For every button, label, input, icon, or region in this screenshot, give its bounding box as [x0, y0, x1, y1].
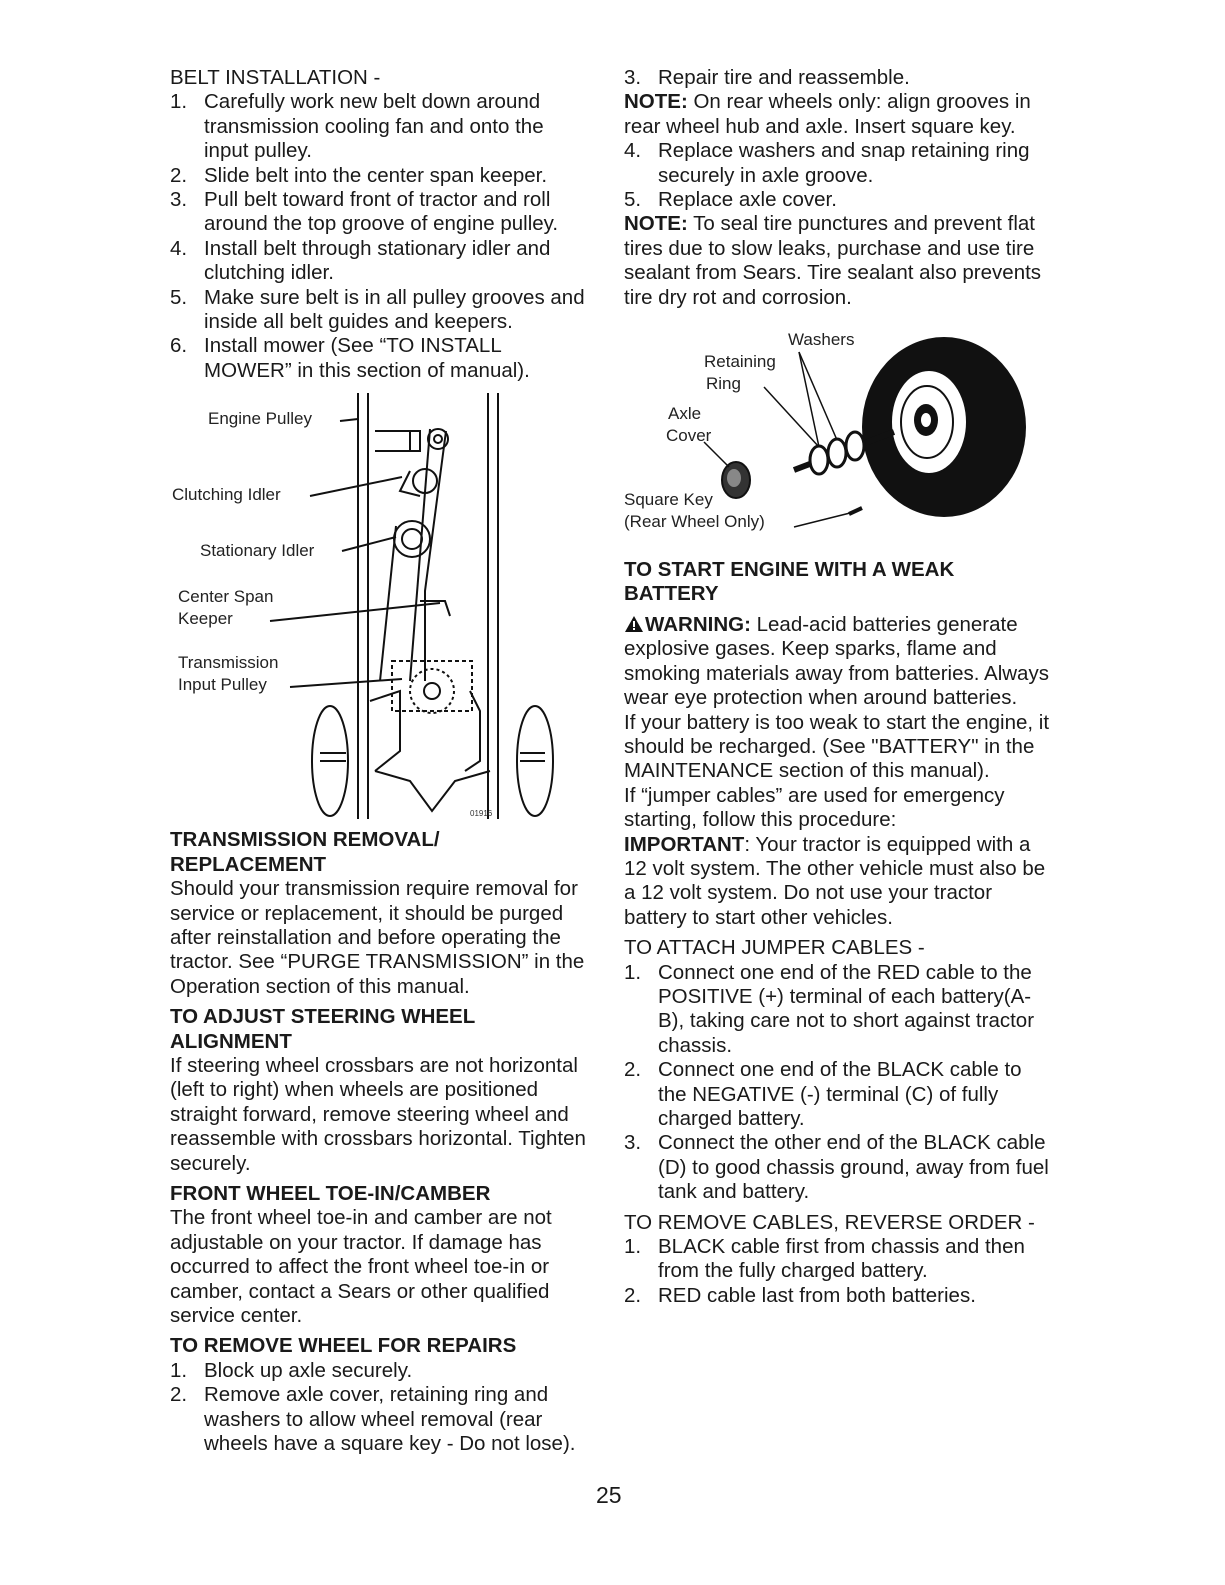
- label-square-key: Square Key: [624, 490, 713, 510]
- belt-routing-diagram: [170, 391, 590, 826]
- list-item: [624, 1131, 1054, 1204]
- belt-steps-list: [170, 90, 590, 383]
- step-text: Remove axle cover, retaining ring and washers to allow wheel removal (rear wheels have a square key - Do not lose).: [204, 1383, 576, 1456]
- left-column: [170, 66, 590, 1456]
- step-number: 2.: [170, 1383, 188, 1407]
- attach-cables-heading: TO ATTACH JUMPER CABLES -: [624, 936, 925, 960]
- list-item: [170, 1359, 590, 1383]
- warning-paragraph: [624, 613, 1054, 711]
- jumper-cables-text: If “jumper cables” are used for emergency starting, follow this procedure:: [624, 783, 1005, 832]
- step-text: Install belt through stationary idler and clutching idler.: [204, 236, 551, 285]
- step-text: Replace axle cover.: [658, 188, 837, 212]
- step-text: Slide belt into the center span keeper.: [204, 163, 548, 187]
- belt-diagram-drawing: [170, 391, 590, 826]
- label-engine-pulley: Engine Pulley: [208, 409, 312, 429]
- label-washers: Washers: [788, 330, 855, 350]
- important-label: IMPORTANT: [624, 832, 745, 856]
- list-item: [170, 1383, 590, 1456]
- label-retaining: Retaining: [704, 352, 776, 372]
- wheel-assembly-diagram: [624, 332, 1054, 552]
- transmission-heading: TRANSMISSION REMOVAL/ REPLACEMENT: [170, 828, 440, 876]
- note-text: To seal tire punctures and prevent flat tires due to slow leaks, purchase and use tire sealant from Sears. Tire sealant also prevents tire dry rot and corrosion.: [624, 212, 1042, 309]
- note-rear-wheels: [624, 90, 1054, 139]
- note-text: On rear wheels only: align grooves in rear wheel hub and axle. Insert square key.: [624, 90, 1031, 138]
- step-number: 5.: [624, 188, 642, 212]
- step-number: 3.: [624, 66, 642, 89]
- figure-code: 01916: [470, 809, 493, 819]
- step-number: 2.: [624, 1058, 642, 1082]
- warning-icon: [624, 615, 644, 633]
- right-column: [624, 66, 1054, 1308]
- step-number: 3.: [624, 1131, 642, 1155]
- list-item: [624, 188, 1054, 212]
- steering-heading: TO ADJUST STEERING WHEEL ALIGNMENT: [170, 1005, 475, 1053]
- step-number: 1.: [624, 1235, 642, 1259]
- page-number: 25: [596, 1482, 622, 1508]
- list-item: [170, 334, 590, 383]
- step-number: 3.: [170, 188, 188, 212]
- label-center-span: Center Span: [178, 587, 274, 607]
- list-item: [170, 286, 590, 335]
- weak-battery-heading: TO START ENGINE WITH A WEAK BATTERY: [624, 558, 955, 606]
- step-text: Block up axle securely.: [204, 1358, 413, 1382]
- list-item: [170, 90, 590, 163]
- note-label: NOTE:: [624, 90, 688, 114]
- step-number: 1.: [170, 1358, 188, 1382]
- important-text: : Your tractor is equipped with a 12 volt system. The other vehicle must also be a 12 volt system. Do not use your tractor battery to start other vehicles.: [624, 832, 1046, 929]
- step-text: Install mower (See “TO INSTALL MOWER” in this section of manual).: [204, 334, 530, 382]
- list-item: [624, 139, 1054, 188]
- step-number: 2.: [624, 1283, 642, 1307]
- label-stationary-idler: Stationary Idler: [200, 541, 315, 561]
- step-text: Carefully work new belt down around transmission cooling fan and onto the input pulley.: [204, 90, 544, 163]
- label-clutching-idler: Clutching Idler: [172, 485, 281, 505]
- label-ring: Ring: [706, 374, 741, 394]
- step-text: RED cable last from both batteries.: [658, 1283, 976, 1307]
- remove-cables-heading: TO REMOVE CABLES, REVERSE ORDER -: [624, 1210, 1035, 1234]
- step-text: Connect the other end of the BLACK cable (D) to good chassis ground, away from fuel tank and battery.: [658, 1131, 1049, 1204]
- remove-steps: [624, 1235, 1054, 1308]
- note-label: NOTE:: [624, 212, 688, 236]
- label-cover: Cover: [666, 426, 712, 446]
- step-text: Replace washers and snap retaining ring securely in axle groove.: [658, 139, 1030, 187]
- label-input-pulley: Input Pulley: [178, 675, 267, 695]
- remove-wheel-heading: TO REMOVE WHEEL FOR REPAIRS: [170, 1334, 517, 1358]
- list-item: [624, 1058, 1054, 1131]
- list-item: [624, 66, 1054, 90]
- step-number: 5.: [170, 285, 188, 309]
- warning-text: Lead-acid batteries generate explosive gases. Keep sparks, flame and smoking materials away from batteries. Always wear eye protection when around batteries.: [624, 612, 1049, 710]
- label-rear-wheel-only: (Rear Wheel Only): [624, 512, 765, 532]
- list-item: [624, 961, 1054, 1059]
- step-text: Repair tire and reassemble.: [658, 66, 910, 89]
- toe-in-text: The front wheel toe-in and camber are not adjustable on your tractor. If damage has occurred to affect the front wheel toe-in or camber, contact a Sears or other qualified service center.: [170, 1206, 552, 1327]
- important-paragraph: [624, 833, 1054, 931]
- remove-wheel-steps: [170, 1359, 590, 1457]
- list-item: [170, 164, 590, 188]
- label-keeper: Keeper: [178, 609, 233, 629]
- label-axle: Axle: [668, 404, 702, 424]
- step-text: Pull belt toward front of tractor and roll around the top groove of engine pulley.: [204, 188, 559, 236]
- list-item: [624, 1235, 1054, 1284]
- belt-installation-heading: BELT INSTALLATION -: [170, 66, 381, 89]
- attach-steps: [624, 961, 1054, 1205]
- transmission-text: Should your transmission require removal for service or replacement, it should be purged after reinstallation and before operating the tractor. See “PURGE TRANSMISSION” in the Operation section of this manual.: [170, 877, 585, 998]
- list-item: [624, 1284, 1054, 1308]
- step-number: 1.: [170, 90, 188, 114]
- step-number: 6.: [170, 334, 188, 358]
- steering-text: If steering wheel crossbars are not horizontal (left to right) when wheels are positioned straight forward, remove steering wheel and reassemble with crossbars horizontal. Tighten securely.: [170, 1053, 586, 1175]
- list-item: [170, 188, 590, 237]
- list-item: [170, 237, 590, 286]
- weak-battery-text: If your battery is too weak to start the engine, it should be recharged. (See "BATTERY" in the MAINTENANCE section of this manual).: [624, 710, 1050, 783]
- step-text: BLACK cable first from chassis and then from the fully charged battery.: [658, 1235, 1025, 1283]
- note-tire-sealant: [624, 212, 1054, 310]
- step-text: Make sure belt is in all pulley grooves and inside all belt guides and keepers.: [204, 285, 585, 334]
- toe-in-heading: FRONT WHEEL TOE-IN/CAMBER: [170, 1181, 491, 1205]
- label-transmission: Transmission: [178, 653, 279, 673]
- step-text: Connect one end of the BLACK cable to the NEGATIVE (-) terminal (C) of fully charged battery.: [658, 1058, 1022, 1130]
- warning-label: WARNING:: [645, 612, 751, 636]
- step-number: 4.: [624, 139, 642, 163]
- step-text: Connect one end of the RED cable to the POSITIVE (+) terminal of each battery(A-B), taking care not to short against tractor chassis.: [658, 960, 1035, 1057]
- step-number: 2.: [170, 163, 188, 187]
- step-number: 1.: [624, 960, 642, 984]
- step-number: 4.: [170, 236, 188, 260]
